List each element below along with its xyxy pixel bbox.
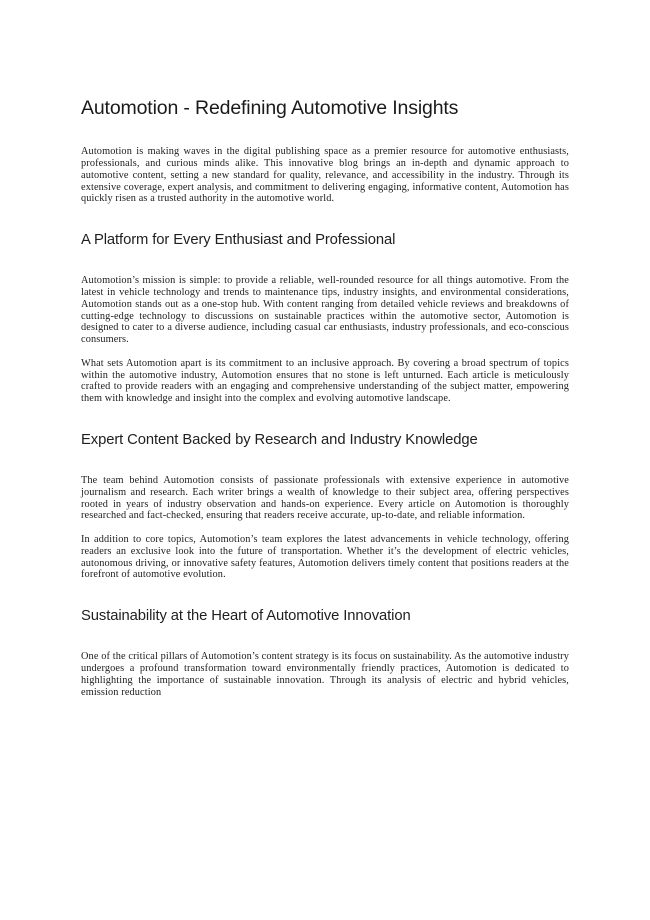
document-content bbox=[81, 96, 569, 698]
section-paragraph: In addition to core topics, Automotion’s team explores the latest advancements in vehicle technology, offering readers an exclusive look into the future of transportation. Whether it’s the development of electric vehicles, autonomous driving, or innovative safety features, Automotion delivers timely content that positions readers at the forefront of automotive evolution. bbox=[81, 534, 569, 581]
intro-paragraph: Automotion is making waves in the digital publishing space as a premier resource for automotive enthusiasts, professionals, and curious minds alike. This innovative blog brings an in-depth and dynamic approach to automotive content, setting a new standard for quality, relevance, and accessibility in the industry. Through its extensive coverage, expert analysis, and commitment to delivering engaging, informative content, Automotion has quickly risen as a trusted authority in the automotive world. bbox=[81, 146, 569, 205]
spacer bbox=[81, 405, 569, 431]
spacer bbox=[81, 250, 569, 275]
spacer bbox=[81, 120, 569, 146]
spacer bbox=[81, 346, 569, 358]
spacer bbox=[81, 450, 569, 475]
spacer bbox=[81, 581, 569, 607]
spacer bbox=[81, 205, 569, 231]
section-paragraph-truncated: One of the critical pillars of Automotion’s content strategy is its focus on sustainability. As the automotive industry undergoes a profound transformation toward environmentally friendly practices, Automotion is dedicated to highlighting the importance of sustainable innovation. Through its analysis of electric and hybrid vehicles, emission reduction bbox=[81, 651, 569, 698]
section-paragraph: What sets Automotion apart is its commitment to an inclusive approach. By covering a broad spectrum of topics within the automotive industry, Automotion ensures that no stone is left unturned. Each article is meticulously crafted to provide readers with an engaging and comprehensive understanding of the subject matter, empowering them with knowledge and insight into the complex and evolving automotive landscape. bbox=[81, 357, 569, 405]
section-paragraph: Automotion’s mission is simple: to provide a reliable, well-rounded resource for all things automotive. From the latest in vehicle technology and trends to maintenance tips, industry insights, and environmental considerations, Automotion stands out as a one-stop hub. With content ranging from detailed vehicle reviews and breakdowns of cutting-edge technology to discussions on sustainable practices within the automotive sector, Automotion is designed to cater to a diverse audience, including casual car enthusiasts, industry professionals, and eco-conscious consumers. bbox=[81, 275, 569, 346]
spacer bbox=[81, 626, 569, 651]
spacer bbox=[81, 522, 569, 534]
section-heading-sustainability: Sustainability at the Heart of Automotive Innovation bbox=[81, 608, 411, 625]
section-paragraph: The team behind Automotion consists of passionate professionals with extensive experience in automotive journalism and research. Each writer brings a wealth of knowledge to their subject area, offering perspectives rooted in years of industry observation and hands-on experience. Every article on Automotion is thoroughly researched and fact-checked, ensuring that readers receive accurate, up-to-date, and reliable information. bbox=[81, 475, 569, 522]
page-title: Automotion - Redefining Automotive Insights bbox=[81, 97, 459, 119]
section-heading-expert-content: Expert Content Backed by Research and Industry Knowledge bbox=[81, 431, 478, 448]
section-heading-platform: A Platform for Every Enthusiast and Professional bbox=[81, 232, 396, 249]
